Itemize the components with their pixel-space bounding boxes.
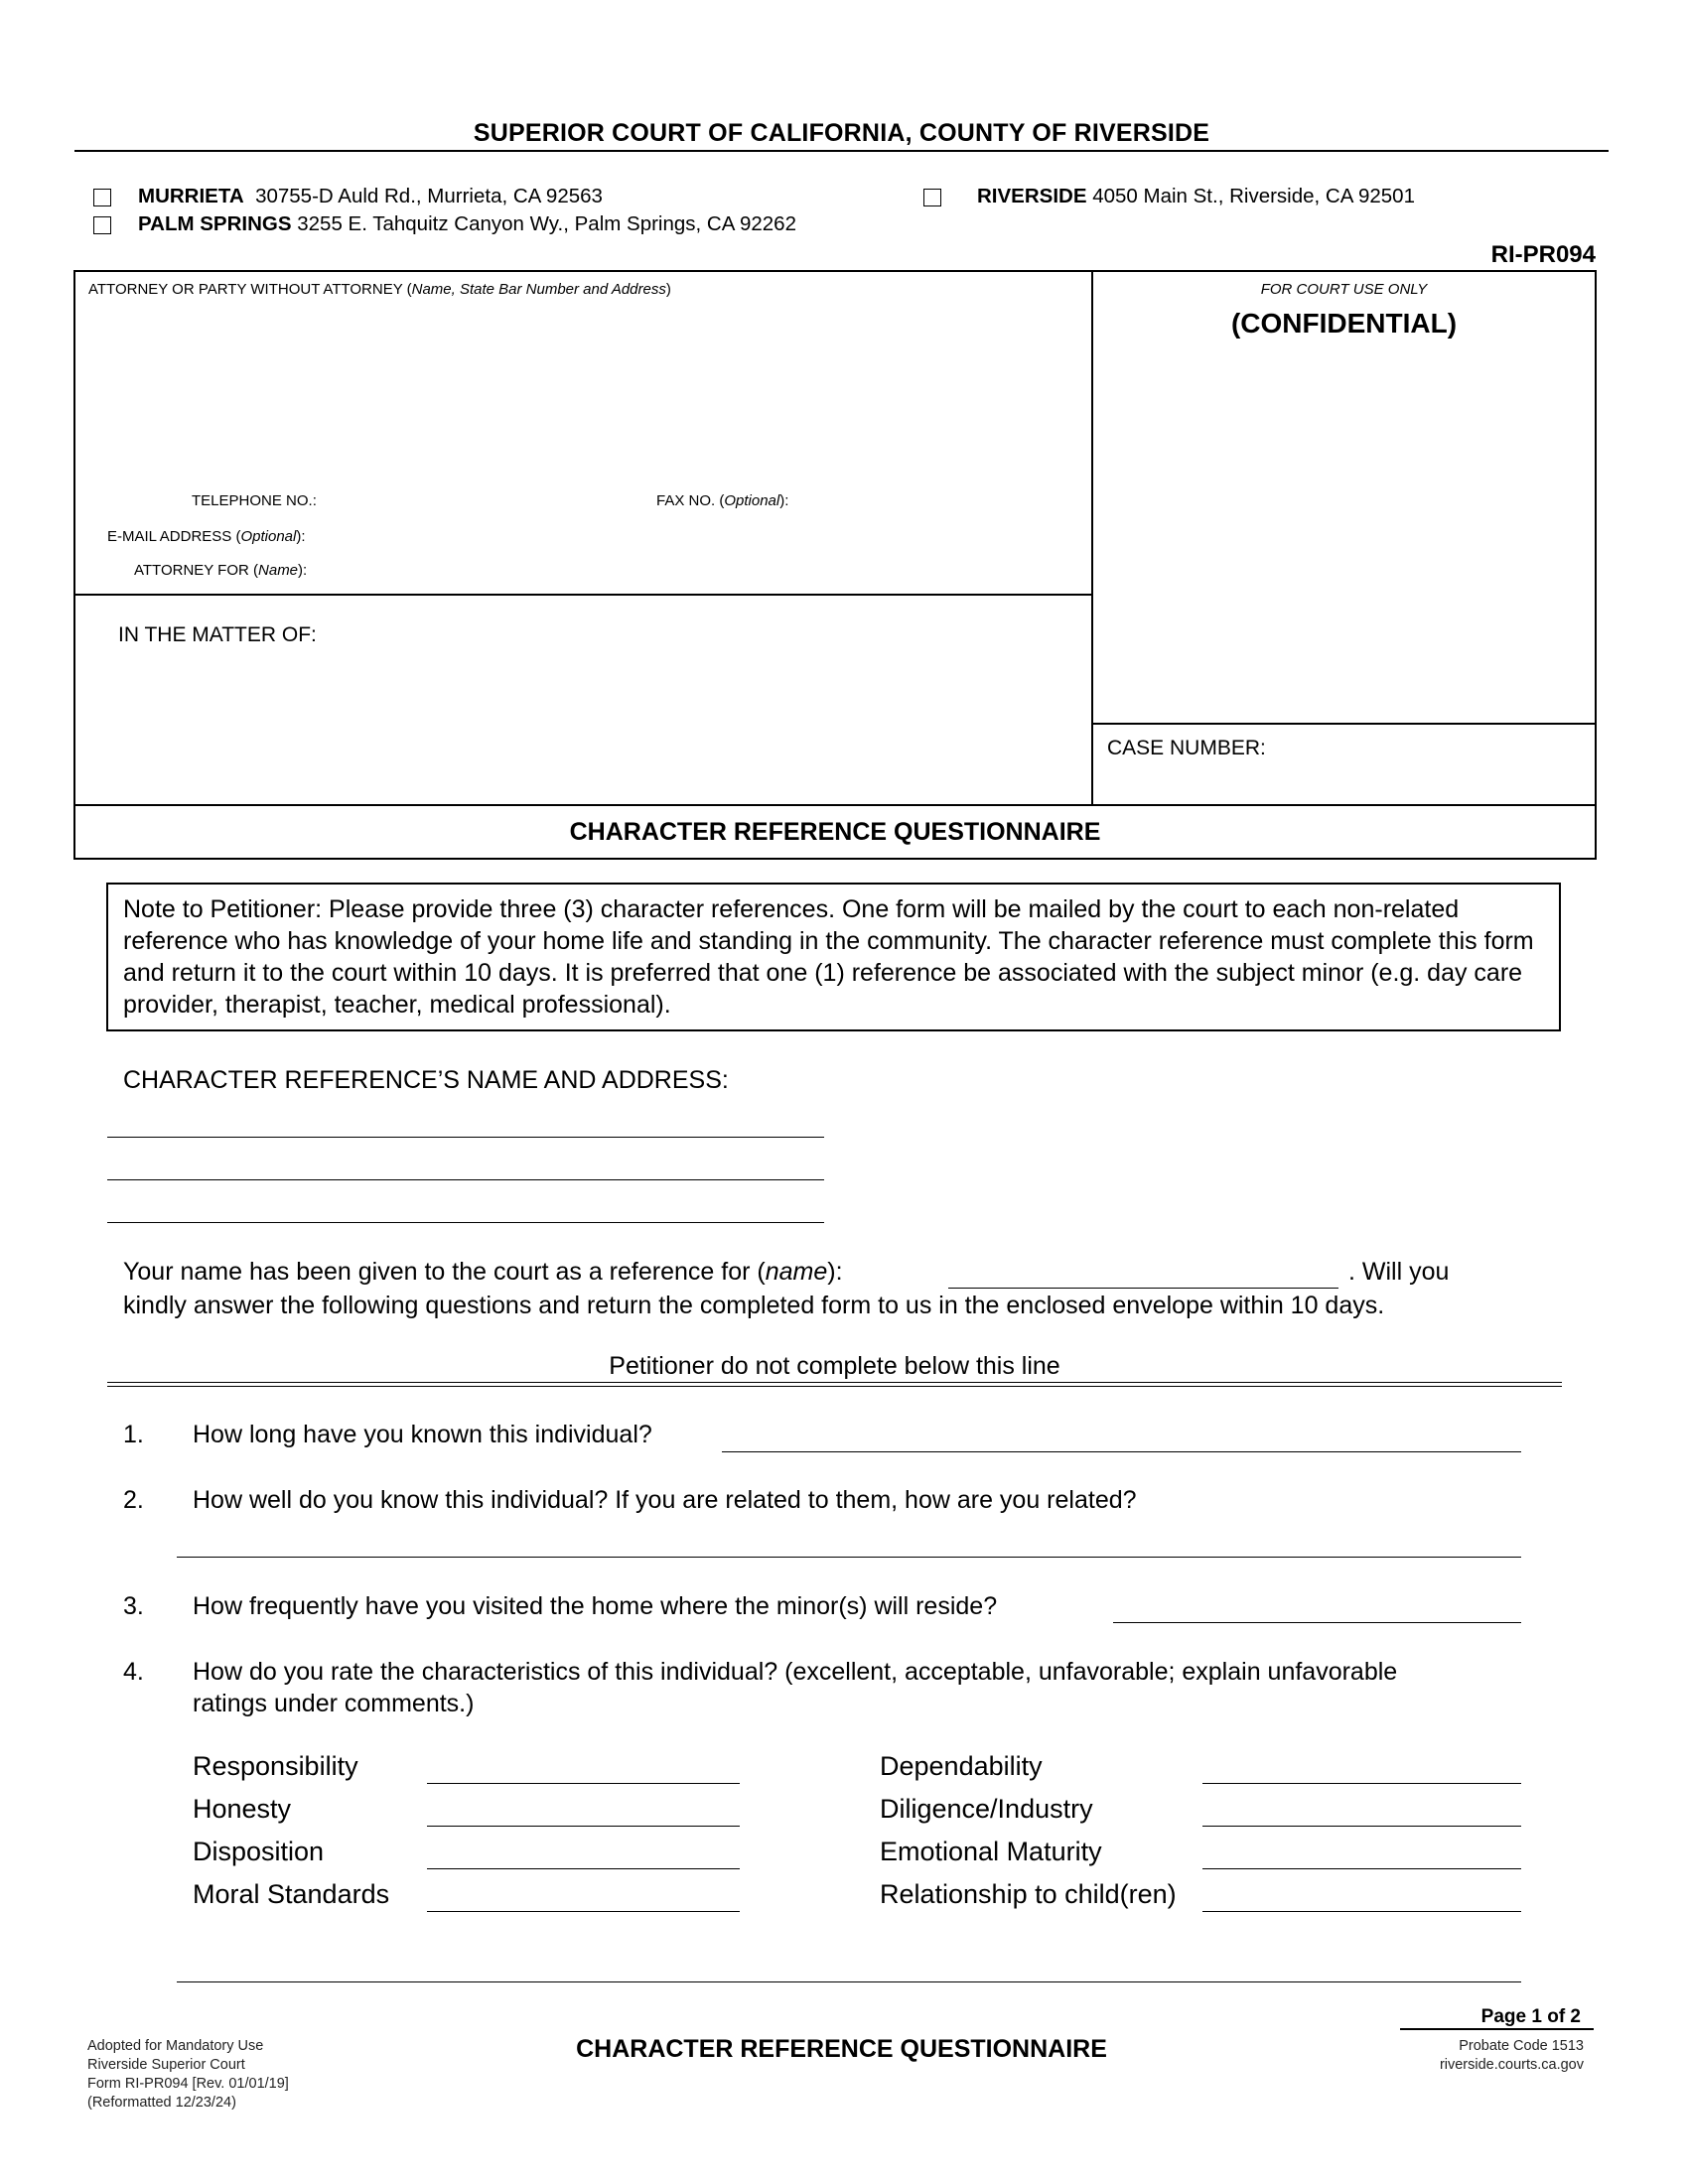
question-text: How long have you known this individual? — [193, 1421, 652, 1448]
header-rule — [74, 150, 1609, 152]
footer-right-line: riverside.courts.ca.gov — [1439, 2057, 1584, 2073]
attorney-for-label: ATTORNEY FOR (Name): — [134, 562, 308, 579]
case-number-label: CASE NUMBER: — [1107, 737, 1266, 759]
question-3-answer-line[interactable] — [1113, 1622, 1521, 1623]
rating-label: Relationship to child(ren) — [880, 1879, 1177, 1909]
footer-left-line: Form RI-PR094 [Rev. 01/01/19] — [87, 2076, 289, 2092]
form-number: RI-PR094 — [1490, 241, 1596, 268]
rating-label: Honesty — [193, 1794, 292, 1824]
petitioner-name-line[interactable] — [948, 1288, 1338, 1289]
intro-text-1: Your name has been given to the court as a reference for (name): — [123, 1258, 843, 1286]
question-number: 3. — [123, 1592, 144, 1620]
page-number: Page 1 of 2 — [1480, 2006, 1581, 2027]
rating-line[interactable] — [427, 1826, 740, 1827]
attorney-box[interactable] — [73, 270, 1093, 596]
location-name: PALM SPRINGS — [138, 212, 292, 235]
location-murrieta — [138, 185, 603, 208]
checkbox-murrieta[interactable] — [93, 189, 111, 206]
divider-line-top — [107, 1382, 1562, 1383]
location-name: MURRIETA — [138, 185, 244, 207]
comments-line[interactable] — [177, 1981, 1521, 1982]
rating-label: Diligence/Industry — [880, 1794, 1093, 1824]
question-number: 1. — [123, 1421, 144, 1448]
divider-text: Petitioner do not complete below this line — [609, 1352, 1060, 1380]
matter-label: IN THE MATTER OF: — [118, 623, 317, 646]
rating-label: Disposition — [193, 1837, 325, 1866]
court-title: SUPERIOR COURT OF CALIFORNIA, COUNTY OF RIVERSIDE — [473, 119, 1210, 147]
court-use-label: FOR COURT USE ONLY — [1260, 281, 1428, 298]
attorney-label: ATTORNEY OR PARTY WITHOUT ATTORNEY (Name, State Bar Number and Address) — [88, 281, 671, 298]
location-address: 30755-D Auld Rd., Murrieta, CA 92563 — [255, 185, 603, 207]
location-address: 4050 Main St., Riverside, CA 92501 — [1092, 185, 1415, 207]
confidential-label: (CONFIDENTIAL) — [1230, 308, 1458, 339]
email-label: E-MAIL ADDRESS (Optional): — [107, 528, 306, 545]
question-text-continued: ratings under comments.) — [193, 1690, 475, 1717]
question-text: How do you rate the characteristics of this individual? (excellent, acceptable, unfavorable; explain unfavorable — [193, 1658, 1398, 1686]
footer-right-line: Probate Code 1513 — [1459, 2038, 1584, 2054]
question-2-answer-line[interactable] — [177, 1557, 1521, 1558]
rating-line[interactable] — [1202, 1783, 1521, 1784]
rating-label: Responsibility — [193, 1751, 358, 1781]
reference-address-line-1[interactable] — [107, 1137, 824, 1138]
rating-label: Dependability — [880, 1751, 1043, 1781]
footer-left — [87, 2037, 289, 2113]
telephone-label: TELEPHONE NO.: — [192, 492, 317, 509]
question-text: How frequently have you visited the home where the minor(s) will reside? — [193, 1592, 998, 1620]
intro-text-2: . Will you — [1348, 1258, 1450, 1286]
location-palm-springs — [138, 212, 796, 236]
rating-line[interactable] — [1202, 1826, 1521, 1827]
checkbox-riverside[interactable] — [923, 189, 941, 206]
reference-address-line-3[interactable] — [107, 1222, 824, 1223]
footer-left-line: (Reformatted 12/23/24) — [87, 2095, 236, 2111]
rating-label: Moral Standards — [193, 1879, 390, 1909]
question-text: How well do you know this individual? If you are related to them, how are you related? — [193, 1486, 1137, 1514]
reference-address-line-2[interactable] — [107, 1179, 824, 1180]
divider-line-bottom — [107, 1386, 1562, 1387]
form-title: CHARACTER REFERENCE QUESTIONNAIRE — [569, 818, 1101, 846]
rating-line[interactable] — [1202, 1911, 1521, 1912]
footer-rule — [1400, 2028, 1594, 2030]
footer-title: CHARACTER REFERENCE QUESTIONNAIRE — [576, 2035, 1107, 2063]
location-riverside — [977, 185, 1415, 208]
note-to-petitioner: Note to Petitioner: Please provide three (3) character references. One form will be mailed by the court to each non-related reference who has knowledge of your home life and standing in the community. The character reference must complete this form and return it to the court within 10 days. It is preferred that one (1) reference be associated with the subject minor (e.g. day care provider, therapist, teacher, medical professional). — [106, 883, 1561, 1031]
location-name: RIVERSIDE — [977, 185, 1087, 207]
rating-line[interactable] — [1202, 1868, 1521, 1869]
checkbox-palm-springs[interactable] — [93, 216, 111, 234]
question-number: 2. — [123, 1486, 144, 1514]
location-address: 3255 E. Tahquitz Canyon Wy., Palm Springs, CA 92262 — [297, 212, 796, 235]
rating-label: Emotional Maturity — [880, 1837, 1102, 1866]
question-number: 4. — [123, 1658, 144, 1686]
reference-name-address-label: CHARACTER REFERENCE’S NAME AND ADDRESS: — [123, 1066, 729, 1094]
question-1-answer-line[interactable] — [722, 1451, 1521, 1452]
rating-line[interactable] — [427, 1868, 740, 1869]
fax-label: FAX NO. (Optional): — [656, 492, 789, 509]
intro-text-3: kindly answer the following questions and return the completed form to us in the enclosed envelope within 10 days. — [123, 1292, 1385, 1319]
rating-line[interactable] — [427, 1911, 740, 1912]
rating-line[interactable] — [427, 1783, 740, 1784]
footer-left-line: Riverside Superior Court — [87, 2057, 245, 2073]
footer-left-line: Adopted for Mandatory Use — [87, 2038, 264, 2054]
footer-right — [1440, 2037, 1584, 2075]
case-number-box[interactable] — [1091, 723, 1597, 806]
